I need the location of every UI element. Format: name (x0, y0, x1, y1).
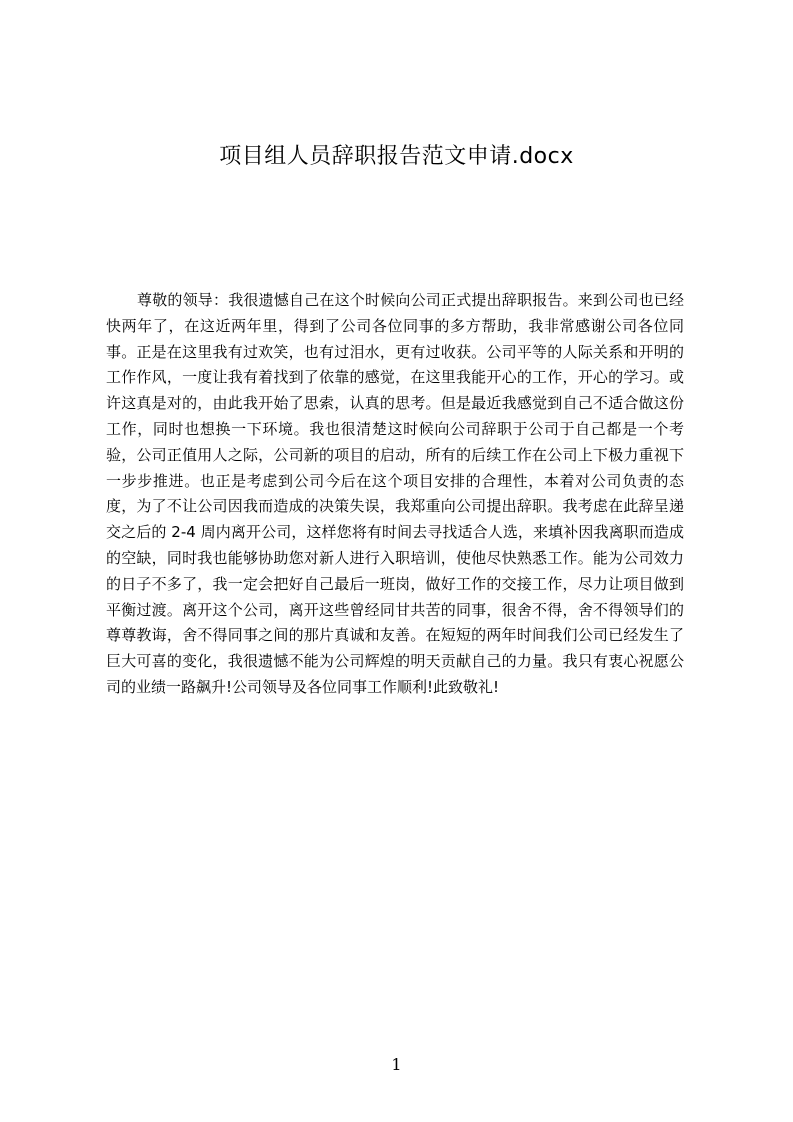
page-number: 1 (391, 1055, 402, 1074)
document-title: 项目组人员辞职报告范文申请.docx (219, 144, 574, 169)
document-body-paragraph: 尊敬的领导：我很遗憾自己在这个时候向公司正式提出辞职报告。来到公司也已经快两年了，在这近两年里，得到了公司各位同事的多方帮助，我非常感谢公司各位同事。正是在这里我有过欢笑，也有过泪水，更有过收获。公司平等的人际关系和开明的工作作风，一度让我有着找到了依靠的感觉，在这里我能开心的工作，开心的学习。或许这真是对的，由此我开始了思索，认真的思考。但是最近我感觉到自己不适合做这份工作，同时也想换一下环境。我也很清楚这时候向公司辞职于公司于自己都是一个考验，公司正值用人之际，公司新的项目的启动，所有的后续工作在公司上下极力重视下一步步推进。也正是考虑到公司今后在这个项目安排的合理性，本着对公司负责的态度，为了不让公司因我而造成的决策失误，我郑重向公司提出辞职。我考虑在此辞呈递交之后的 2-4 周内离开公司，这样您将有时间去寻找适合人选，来填补因我离职而造成的空缺，同时我也能够协助您对新人进行入职培训，使他尽快熟悉工作。能为公司效力的日子不多了，我一定会把好自己最后一班岗，做好工作的交接工作，尽力让项目做到平衡过渡。离开这个公司，离开这些曾经同甘共苦的同事，很舍不得，舍不得领导们的尊尊教诲，舍不得同事之间的那片真诚和友善。在短短的两年时间我们公司已经发生了巨大可喜的变化，我很遗憾不能为公司辉煌的明天贡献自己的力量。我只有衷心祝愿公司的业绩一路飙升!公司领导及各位同事工作顺利!此致敬礼! (106, 291, 684, 696)
